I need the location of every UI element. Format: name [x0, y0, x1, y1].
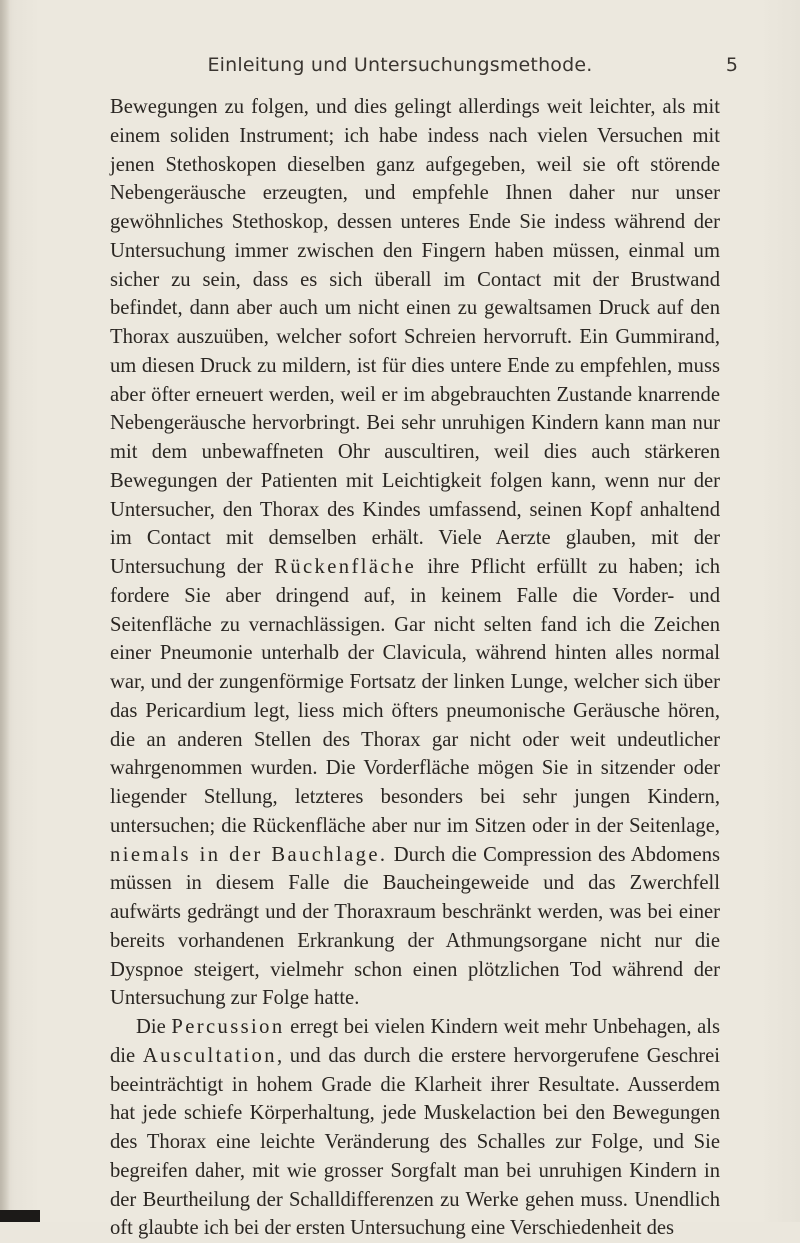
binding-shadow — [0, 0, 10, 1222]
emphasized-text: Rückenfläche — [274, 556, 417, 578]
running-title: Einleitung und Untersuchungsmethode. — [207, 54, 593, 76]
emphasized-text: Auscultation — [142, 1044, 277, 1067]
paragraph-text: Bewegungen zu folgen, und dies gelingt allerdings weit leichter, als mit einem soliden Instrument; ich habe indess nach vielen Versuchen mit jenen Stethoskopen dieselben ganz aufgegeben, weil sie oft störende Nebengeräusche erzeugten, und empfehle Ihnen daher nur unser gewöhnliches Stethoskop, dessen unteres Ende Sie indess während der Untersuchung immer zwischen den Fingern haben müssen, einmal um sicher zu sein, dass es sich überall im Contact mit der Brustwand befindet, dann aber auch um nicht einen zu gewaltsamen Druck auf den Thorax auszuüben, welcher sofort Schreien hervorruft. Ein Gummirand, um diesen Druck zu mildern, ist für dies untere Ende zu empfehlen, muss aber öfter erneuert werden, weil er im abgebrauchten Zustande knarrende Nebengeräusche hervorbringt. Bei sehr unruhigen Kindern kann man nur mit dem unbewaffneten Ohr auscultiren, weil dies auch stärkeren Bewegungen der Patienten mit Leichtigkeit folgen kann, wenn nur der Untersucher, den Thorax des Kindes umfassend, seinen Kopf anhaltend im Contact mit demselben erhält. Viele Aerzte glauben, mit der Untersuchung der — [110, 96, 720, 578]
page-number: 5 — [725, 54, 738, 76]
paragraph-text: , und das durch die erstere hervorgerufene Geschrei beeinträchtigt in hohem Grade die Klarheit ihrer Resultate. Ausserdem hat jede schiefe Körperhaltung, jede Muskelaction bei den Bewegungen des Thorax eine leichte Veränderung des Schalles zur Folge, und Sie begreifen daher, mit wie grosser Sorgfalt man bei unruhigen Kindern in der Beurtheilung der Schalldifferenzen zu Werke gehen muss. Unendlich oft glaubte ich bei der ersten Untersuchung eine Verschiedenheit des — [110, 1044, 720, 1240]
paragraph-text: Die — [136, 1016, 172, 1038]
paragraph-text: ihre Pflicht erfüllt zu haben; ich fordere Sie aber dringend auf, in keinem Falle die Vorder- und Seitenfläche zu vernachlässigen. Gar nicht selten fand ich die Zeichen einer Pneumonie unterhalb der Clavicula, während hinten alles normal war, und der zungenförmige Fortsatz der linken Lunge, welcher sich über das Pericardium legt, liess mich öfters pneumonische Geräusche hören, die an anderen Stellen des Thorax gar nicht oder weit undeutlicher wahrgenommen wurden. Die Vorderfläche mögen Sie in sitzender oder liegender Stellung, letzteres besonders bei sehr jungen Kindern, untersuchen; die Rückenfläche aber nur im Sitzen oder in der Seitenlage, — [110, 556, 720, 837]
paragraph-text: erregt bei vielen Kindern weit mehr Unbehagen, als die — [110, 1016, 720, 1067]
emphasized-text: niemals in der Bauchlage. — [110, 843, 388, 866]
paragraph — [110, 93, 720, 1013]
paragraph — [110, 1013, 720, 1243]
emphasized-text: Percussion — [171, 1016, 285, 1038]
paragraph-text: Durch die Compression des Abdomens müssen in diesem Falle die Baucheingeweide und das Zwerchfell aufwärts gedrängt und der Thoraxraum beschränkt werden, was bei einer bereits vorhandenen Erkrankung der Athmungsorgane nicht nur die Dyspnoe steigert, vielmehr schon einen plötzlichen Tod während der Untersuchung zur Folge hatte. — [110, 843, 721, 1010]
running-head — [0, 54, 800, 84]
corner-mark — [0, 1196, 40, 1222]
body-text — [110, 93, 720, 1243]
